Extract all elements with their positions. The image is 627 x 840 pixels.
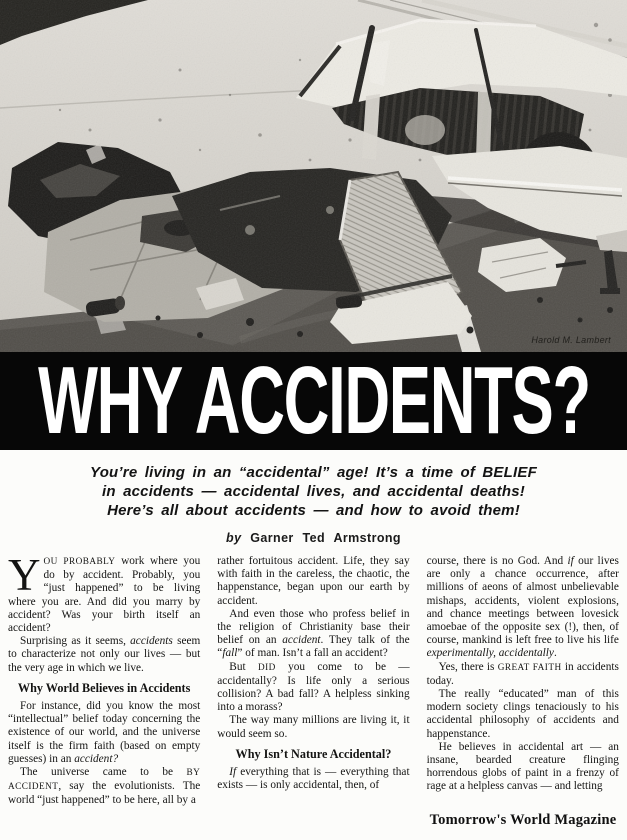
text-segment: Surprising as it seems, — [20, 635, 131, 648]
text-segment: course, there is no God. And — [426, 555, 568, 567]
text-segment: If — [229, 766, 237, 779]
text-segment: work where you do by accident. Probably, you “just happened” to be living where you are. And did you marry by accident? Was your birth itself an accident? — [8, 555, 201, 635]
text-segment: And even those who profess belief in the religion of Christianity base their belief on an — [217, 607, 410, 647]
crash-photo — [0, 0, 627, 352]
text-segment: , say the evolutionists. The world “just happened” to be here, all by a — [8, 780, 201, 807]
text-segment: Why Isn’t Nature Accidental? — [235, 746, 392, 761]
text-segment: fall — [222, 647, 238, 660]
text-segment: For instance, did you know the most “intellectual” belief today concerning the existence of our world, and the universe itself is the firm faith (based on empty guesses) in an — [8, 700, 201, 765]
headline-banner — [0, 352, 627, 450]
body-paragraph — [427, 661, 619, 688]
text-segment: if — [567, 555, 574, 567]
text-segment: in accidents today. — [426, 660, 619, 687]
text-segment: you come to be — accidentally? Is life only a serious collision? A bad fall? A helpless sinking into a morass? — [217, 660, 410, 714]
text-segment: accidents — [130, 635, 173, 648]
text-segment: rather fortuitous accident. Life, they say with faith in the careless, the chaotic, the happenstance, began upon our earth by accident. — [217, 555, 410, 607]
text-segment: experimentally, accidentally — [426, 647, 554, 660]
text-segment: The way many millions are living it, it would seem so. — [217, 714, 410, 740]
text-segment: ” of man. Isn’t a fall an accident? — [237, 647, 388, 660]
byline-prefix: by — [226, 531, 242, 545]
body-paragraph — [217, 608, 409, 661]
body-paragraph — [427, 688, 619, 741]
text-segment: accident? — [74, 752, 119, 765]
magazine-footer: Tomorrow's World Magazine — [429, 812, 617, 828]
text-segment: He believes in accidental art — an insane, bearded creature flinging horrendous globs of paint in a frenzy of rage at a helpless canvas — and letting — [426, 740, 619, 793]
body-paragraph — [217, 766, 409, 792]
text-segment: BY ACCIDENT — [8, 768, 201, 793]
body-paragraph — [8, 635, 200, 675]
column-2 — [217, 555, 409, 808]
text-segment: The really “educated” man of this modern society clings tenaciously to his accidental philosophy of accidents and happenstance. — [426, 688, 619, 740]
body-paragraph — [8, 766, 200, 808]
body-paragraph — [217, 714, 409, 740]
standfirst-line: Here’s all about accidents — and how to avoid them! — [107, 502, 520, 519]
body-paragraph — [8, 550, 201, 635]
crash-photo-illustration — [0, 0, 627, 352]
text-segment: DID — [257, 662, 276, 673]
photo-credit: Harold M. Lambert — [531, 335, 611, 345]
drop-cap: Y — [8, 550, 41, 600]
body-paragraph — [8, 700, 200, 766]
text-segment: seem to characterize not only our lives — but the very age in which we live. — [8, 635, 201, 674]
headline: WHY ACCIDENTS? — [37, 352, 590, 450]
column-3 — [427, 555, 619, 808]
film-grain — [0, 0, 627, 352]
byline-author: Garner Ted Armstrong — [250, 531, 401, 545]
text-segment: everything that is — everything that exists — is only accidental, then, of — [217, 766, 410, 792]
byline — [0, 531, 627, 545]
text-segment: But — [229, 660, 258, 673]
text-segment: our lives are only a chance occurrence, after millions of aeons of almost unbelievable mishaps, accidents, violent explosions, and chance meetings between lovesick amoebae of the opposite sex (!), then, of course, mankind is left free to live his life — [426, 555, 619, 647]
article-body — [0, 545, 627, 808]
standfirst-line: You’re living in an “accidental” age! It’s a time of BELIEF — [90, 464, 537, 481]
text-segment: . They talk of the “ — [217, 634, 410, 660]
text-segment: GREAT FAITH — [497, 662, 562, 673]
column-1 — [8, 550, 201, 808]
standfirst-line: in accidents — accidental lives, and accidental deaths! — [102, 483, 525, 500]
section-heading — [217, 748, 409, 761]
text-segment: . — [553, 647, 557, 660]
text-segment: The universe came to be — [20, 766, 187, 779]
text-segment: Why World Believes in Accidents — [17, 680, 191, 695]
body-paragraph — [427, 741, 619, 794]
body-paragraph — [217, 555, 409, 608]
section-heading — [8, 682, 200, 695]
standfirst — [0, 463, 627, 520]
text-segment: Yes, there is — [438, 660, 498, 673]
text-segment: OU PROBABLY — [43, 557, 116, 567]
text-segment: accident — [282, 634, 321, 647]
body-paragraph — [427, 555, 619, 661]
body-paragraph — [217, 661, 409, 715]
